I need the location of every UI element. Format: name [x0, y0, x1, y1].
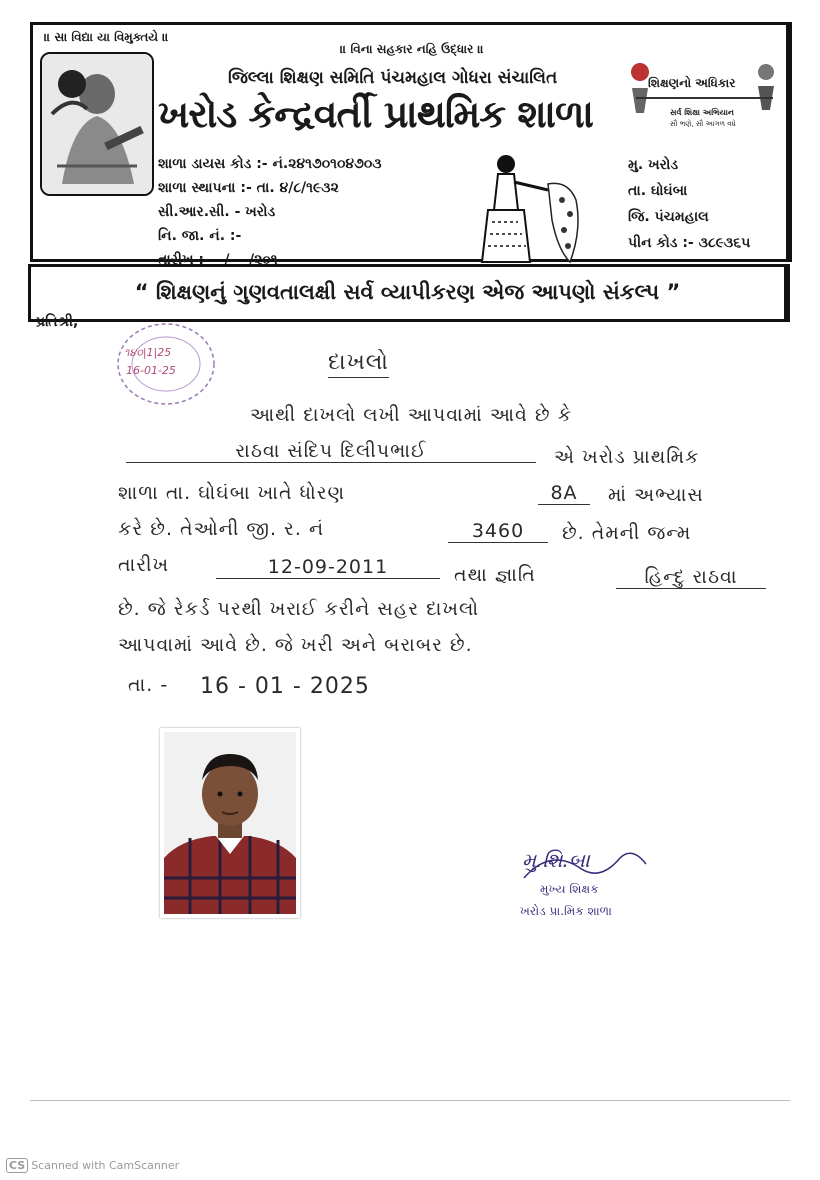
body-line-2: એ ખરોડ પ્રાથમિક	[554, 446, 700, 468]
issue-date: 16 - 01 - 2025	[200, 674, 370, 699]
motto-center: ॥ વિના સહકાર નહિ ઉદ્ધાર ॥	[340, 42, 484, 56]
body-line-3b: માં અભ્યાસ	[608, 484, 704, 506]
inward-stamp	[112, 318, 220, 410]
body-line-7: આપવામાં આવે છે. જે ખરી અને બરાબર છે.	[118, 634, 473, 656]
village: મુ. ખરોડ	[628, 157, 679, 173]
rte-logo-sub2: સૌ ભણે, સૌ આગળ વધે	[670, 120, 736, 128]
footer-rule	[30, 1100, 790, 1101]
body-line-1: આથી દાખલો લખી આપવામાં આવે છે કે	[250, 404, 573, 426]
inward-stamp-number: ૧૪૦|1|25	[124, 346, 172, 359]
certificate-heading: દાખલો	[328, 350, 389, 378]
signature-stroke	[520, 838, 650, 888]
dise-code: શાળા ડાયસ કોડ :- નં.૨૪૧૭૦૧૦૪૭૦૩	[158, 156, 382, 172]
establishment-date: શાળા સ્થાપના :- તા. ૪/૮/૧૯૩૨	[158, 180, 339, 196]
rte-logo	[628, 58, 778, 138]
rte-logo-sub1: સર્વ શિક્ષા અભિયાન	[670, 108, 734, 117]
pin-code: પીન કોડ :- ૩૮૯૩૬૫	[628, 235, 751, 251]
district: જિ. પંચમહાલ	[628, 209, 709, 225]
letter-date: તારીખ :- / /૨૦૧	[158, 252, 278, 268]
camscanner-text: Scanned with CamScanner	[31, 1159, 180, 1172]
body-line-3a: શાળા તા. ઘોઘંબા ખાતે ધોરણ	[118, 482, 346, 504]
student-photo	[160, 728, 300, 918]
body-line-4b: છે. તેમની જન્મ	[562, 522, 692, 544]
issue-date-label: તા. -	[128, 674, 169, 696]
school-info-left	[158, 152, 382, 272]
body-line-5a: તારીખ	[118, 554, 170, 576]
scanner-watermark	[6, 1158, 179, 1173]
addressee-label: પ્રતિશ્રી,	[36, 314, 79, 330]
student-standard: 8A	[538, 482, 590, 505]
principal-signature: મુ.શિ.બા	[522, 848, 590, 872]
school-name: ખરોડ કેન્દ્રવર્તી પ્રાથમિક શાળા	[158, 92, 593, 136]
rte-logo-text: શિક્ષણનો અધિકાર	[648, 76, 736, 90]
principal-title: મુખ્ય શિક્ષક	[540, 882, 599, 896]
camscanner-badge: CS	[6, 1158, 28, 1173]
motto-left: ॥ સા વિદ્યા યા વિમુક્તયે ॥	[44, 30, 169, 44]
outward-no: નિ. જા. નં. :-	[158, 228, 242, 244]
student-name: રાઠવા સંદિપ દિલીપભાઈ	[126, 440, 536, 463]
crc: સી.આર.સી. - ખરોડ	[158, 204, 276, 220]
sub-title: જિલ્લા શિક્ષણ સમિતિ પંચમહાલ ગોધરા સંચાલિત	[228, 68, 558, 88]
body-line-4a: કરે છે. તેઓની જી. ર. નં	[118, 518, 325, 540]
school-info-right	[628, 152, 750, 256]
body-line-5b: તથા જ્ઞાતિ	[454, 564, 536, 586]
lady-illustration	[478, 150, 593, 270]
school-tagline: “ શિક્ષણનું ગુણવતાલક્ષી સર્વ વ્યાપીકરણ એજ આપણો સંકલ્પ ”	[28, 264, 790, 322]
deity-image	[40, 52, 154, 196]
taluka: તા. ઘોઘંબા	[628, 183, 688, 199]
date-of-birth: 12-09-2011	[216, 556, 440, 579]
school-stamp: ખરોડ પ્રા.મિક શાળા	[520, 904, 612, 918]
inward-stamp-date: 16-01-25	[126, 364, 176, 377]
caste: હિન્દુ રાઠવા	[616, 566, 766, 589]
gr-number: 3460	[448, 520, 548, 543]
body-line-6: છે. જે રેકર્ડ પરથી ખરાઈ કરીને સહર દાખલો	[118, 598, 480, 620]
